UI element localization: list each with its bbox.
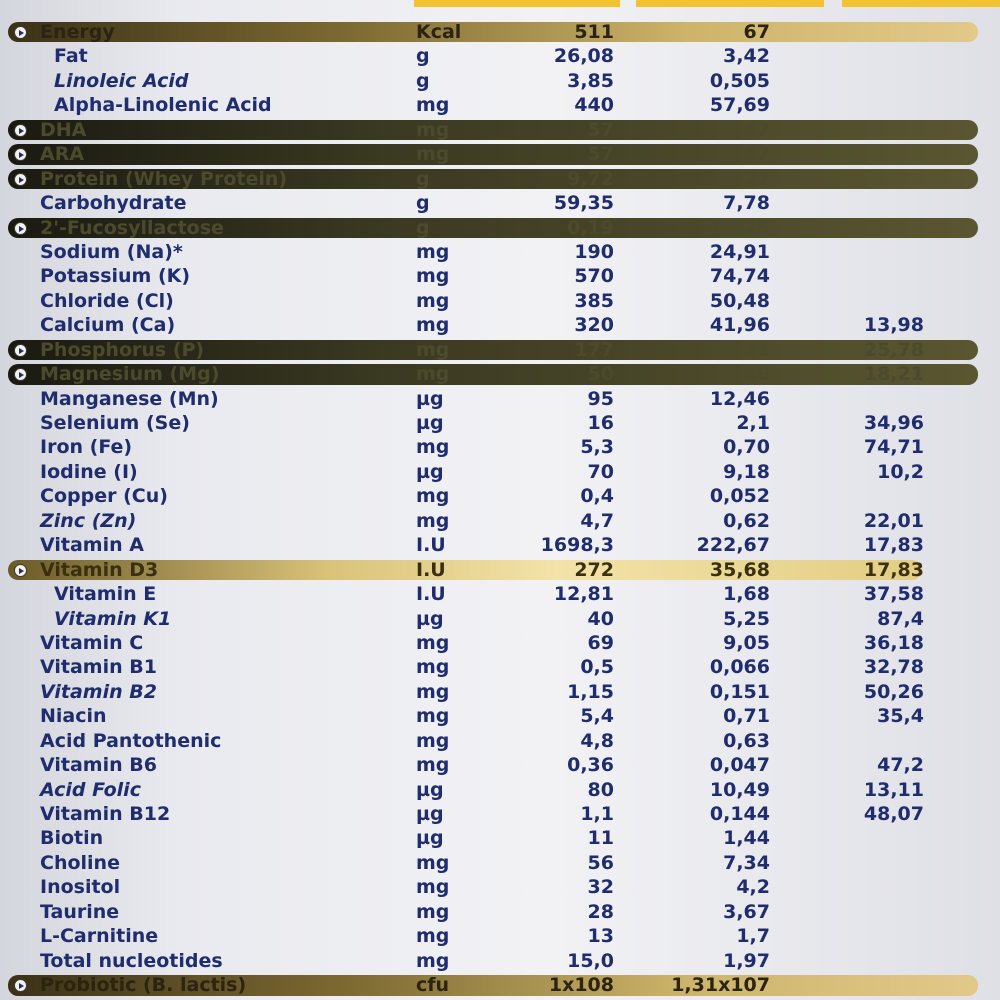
nutrient-unit: µg xyxy=(416,778,444,801)
value-per-100g: 385 xyxy=(574,289,614,312)
value-percent: 36,18 xyxy=(863,631,924,654)
nutrient-name: Biotin xyxy=(40,827,104,850)
nutrient-name: Copper (Cu) xyxy=(40,485,168,508)
nutrient-unit: mg xyxy=(416,363,450,386)
nutrient-row xyxy=(0,851,1000,875)
play-bullet-icon xyxy=(14,564,27,577)
value-per-100g: 70 xyxy=(587,460,614,483)
nutrient-unit: mg xyxy=(416,925,450,948)
value-per-100g: 1x108 xyxy=(548,974,614,997)
nutrient-name: Iodine (I) xyxy=(40,460,138,483)
nutrient-unit: mg xyxy=(416,94,450,117)
nutrient-unit: µg xyxy=(416,827,444,850)
nutrient-unit: I.U xyxy=(416,583,446,606)
nutrient-name: Acid Folic xyxy=(40,778,141,801)
nutrient-name: Total nucleotides xyxy=(40,949,223,972)
value-per-100g: 1,1 xyxy=(580,803,614,825)
nutrient-unit: µg xyxy=(416,803,444,825)
value-per-100g: 16 xyxy=(587,412,614,434)
value-per-100ml: 23,21 xyxy=(709,338,770,361)
nutrient-row xyxy=(0,313,1000,337)
nutrient-row xyxy=(0,704,1000,728)
nutrient-unit: mg xyxy=(416,705,450,728)
nutrient-unit: mg xyxy=(416,289,450,312)
value-per-100ml: 222,67 xyxy=(696,534,770,557)
nutrient-row xyxy=(0,69,1000,93)
value-per-100ml: 0,62 xyxy=(723,509,770,532)
nutrient-name: Vitamin B2 xyxy=(40,680,157,703)
value-per-100ml: 9,05 xyxy=(723,631,770,654)
nutrient-name: Vitamin K1 xyxy=(54,607,172,630)
nutrient-row xyxy=(0,484,1000,508)
play-bullet-icon xyxy=(14,124,27,137)
nutrient-name: Vitamin B12 xyxy=(40,803,171,825)
value-per-100g: 28 xyxy=(587,900,614,923)
nutrient-unit: µg xyxy=(416,607,444,630)
play-bullet-icon xyxy=(14,344,27,357)
nutrient-unit: g xyxy=(416,216,430,239)
value-per-100g: 440 xyxy=(574,94,614,117)
play-bullet-icon xyxy=(14,222,27,235)
value-per-100ml: 1,68 xyxy=(723,583,770,606)
top-tab-3 xyxy=(842,0,1000,7)
nutrient-unit: cfu xyxy=(416,974,450,997)
nutrient-unit: mg xyxy=(416,509,450,532)
value-per-100g: 32 xyxy=(587,876,614,899)
highlighted-nutrient-row xyxy=(0,20,1000,44)
row-highlight-bar xyxy=(8,120,978,140)
value-per-100g: 5,3 xyxy=(580,436,614,459)
nutrient-row xyxy=(0,826,1000,850)
value-per-100g: 1698,3 xyxy=(540,534,614,557)
value-per-100g: 0,5 xyxy=(580,656,614,679)
value-per-100ml: 41,96 xyxy=(709,314,770,337)
nutrient-row xyxy=(0,435,1000,459)
nutrient-name: Vitamin B1 xyxy=(40,656,157,679)
nutrient-name: Energy xyxy=(40,21,115,43)
nutrient-name: Vitamin D3 xyxy=(40,558,159,581)
nutrient-unit: µg xyxy=(416,460,444,483)
value-per-100ml: 0,505 xyxy=(709,69,770,92)
value-per-100ml: 0,151 xyxy=(709,680,770,703)
value-percent: 17,83 xyxy=(863,558,924,581)
value-per-100ml: 0,144 xyxy=(709,803,770,825)
nutrient-row xyxy=(0,949,1000,973)
value-per-100ml: 0,025 xyxy=(709,216,770,239)
nutrient-name: Probiotic (B. lactis) xyxy=(40,974,247,997)
value-percent: 48,07 xyxy=(863,803,924,825)
nutrient-row xyxy=(0,387,1000,411)
nutrient-name: Potassium (K) xyxy=(40,265,191,288)
nutrient-row xyxy=(0,582,1000,606)
nutrient-row xyxy=(0,44,1000,68)
nutrient-row xyxy=(0,778,1000,802)
nutrient-unit: mg xyxy=(416,118,450,141)
value-per-100g: 511 xyxy=(574,21,614,43)
nutrient-name: Carbohydrate xyxy=(40,192,187,215)
nutrient-unit: mg xyxy=(416,656,450,679)
value-per-100ml: 9,18 xyxy=(723,460,770,483)
value-per-100ml: 7,47 xyxy=(723,118,770,141)
nutrient-name: Sodium (Na)* xyxy=(40,240,183,263)
value-per-100ml: 0,70 xyxy=(723,436,770,459)
highlighted-nutrient-row xyxy=(0,167,1000,191)
nutrient-row xyxy=(0,607,1000,631)
nutrient-unit: mg xyxy=(416,240,450,263)
value-per-100g: 272 xyxy=(574,558,614,581)
value-per-100ml: 10,49 xyxy=(709,778,770,801)
value-percent: 87,4 xyxy=(877,607,924,630)
nutrient-unit: mg xyxy=(416,436,450,459)
value-per-100g: 59,35 xyxy=(553,192,614,215)
value-percent: 32,78 xyxy=(863,656,924,679)
nutrient-unit: mg xyxy=(416,754,450,777)
nutrient-unit: mg xyxy=(416,949,450,972)
value-per-100ml: 0,047 xyxy=(709,754,770,777)
value-per-100g: 5,4 xyxy=(580,705,614,728)
nutrient-name: ARA xyxy=(40,143,85,166)
nutrient-name: Fat xyxy=(54,45,88,68)
value-per-100g: 57 xyxy=(587,118,614,141)
value-per-100g: 95 xyxy=(587,387,614,410)
top-tab-2 xyxy=(636,0,824,7)
value-per-100ml: 57,69 xyxy=(709,94,770,117)
value-per-100ml: 2,1 xyxy=(736,412,770,434)
nutrient-name: Choline xyxy=(40,851,120,874)
nutrient-name: L-Carnitine xyxy=(40,925,159,948)
value-percent: 13,11 xyxy=(863,778,924,801)
value-percent: 74,71 xyxy=(863,436,924,459)
value-per-100ml: 24,91 xyxy=(709,240,770,263)
play-bullet-icon xyxy=(14,979,27,992)
nutrient-row xyxy=(0,924,1000,948)
nutrient-name: Calcium (Ca) xyxy=(40,314,176,337)
value-per-100ml: 3,67 xyxy=(723,900,770,923)
highlighted-nutrient-row xyxy=(0,338,1000,362)
nutrient-row xyxy=(0,289,1000,313)
highlighted-nutrient-row xyxy=(0,973,1000,997)
nutrient-unit: mg xyxy=(416,680,450,703)
value-per-100ml: 3,42 xyxy=(723,45,770,68)
highlighted-nutrient-row xyxy=(0,362,1000,386)
nutrient-row xyxy=(0,191,1000,215)
value-percent: 10,2 xyxy=(877,460,924,483)
nutrient-row xyxy=(0,264,1000,288)
nutrient-row xyxy=(0,533,1000,557)
nutrient-unit: g xyxy=(416,45,430,68)
value-per-100ml: 1,97 xyxy=(723,949,770,972)
highlighted-nutrient-row xyxy=(0,558,1000,582)
nutrient-name: Taurine xyxy=(40,900,120,923)
value-per-100g: 0,19 xyxy=(567,216,614,239)
nutrient-unit: mg xyxy=(416,143,450,166)
value-per-100g: 56 xyxy=(587,851,614,874)
row-highlight-bar xyxy=(8,144,978,164)
nutrient-unit: g xyxy=(416,192,430,215)
nutrient-name: Vitamin A xyxy=(40,534,144,557)
value-per-100g: 177 xyxy=(574,338,614,361)
value-per-100g: 12,81 xyxy=(553,583,614,606)
nutrient-row xyxy=(0,900,1000,924)
nutrient-unit: Kcal xyxy=(416,21,462,43)
row-highlight-bar xyxy=(8,22,978,42)
nutrient-name: Manganese (Mn) xyxy=(40,387,219,410)
nutrient-unit: µg xyxy=(416,412,444,434)
value-per-100ml: 1,31x107 xyxy=(671,974,770,997)
value-per-100g: 15,0 xyxy=(567,949,614,972)
value-percent: 37,58 xyxy=(863,583,924,606)
value-per-100ml: 7,47 xyxy=(723,143,770,166)
value-per-100g: 9,72 xyxy=(567,167,614,190)
value-percent: 25,78 xyxy=(863,338,924,361)
value-per-100ml: 50,48 xyxy=(709,289,770,312)
nutrient-name: Alpha-Linolenic Acid xyxy=(54,94,272,117)
value-per-100g: 570 xyxy=(574,265,614,288)
value-per-100ml: 0,066 xyxy=(709,656,770,679)
value-per-100ml: 35,68 xyxy=(709,558,770,581)
nutrient-name: Vitamin B6 xyxy=(40,754,157,777)
value-per-100g: 1,15 xyxy=(567,680,614,703)
value-per-100g: 320 xyxy=(574,314,614,337)
value-per-100ml: 5,25 xyxy=(723,607,770,630)
value-per-100ml: 67 xyxy=(743,21,770,43)
value-per-100g: 57 xyxy=(587,143,614,166)
value-percent: 13,98 xyxy=(863,314,924,337)
value-per-100g: 40 xyxy=(587,607,614,630)
nutrient-unit: mg xyxy=(416,900,450,923)
highlighted-nutrient-row xyxy=(0,216,1000,240)
nutrient-name: Zinc (Zn) xyxy=(40,509,137,532)
nutrient-row xyxy=(0,875,1000,899)
nutrient-row xyxy=(0,729,1000,753)
nutrient-name: Iron (Fe) xyxy=(40,436,133,459)
nutrient-unit: mg xyxy=(416,876,450,899)
value-per-100g: 0,4 xyxy=(580,485,614,508)
nutrient-row xyxy=(0,655,1000,679)
nutrient-name: Selenium (Se) xyxy=(40,412,190,434)
nutrient-name: Phosphorus (P) xyxy=(40,338,205,361)
value-per-100g: 3,85 xyxy=(567,69,614,92)
nutrient-name: Acid Pantothenic xyxy=(40,729,222,752)
nutrient-name: Inositol xyxy=(40,876,121,899)
value-per-100ml: 1,44 xyxy=(723,827,770,850)
value-per-100ml: 6,56 xyxy=(723,363,770,386)
nutrient-unit: mg xyxy=(416,338,450,361)
value-per-100ml: 7,78 xyxy=(723,192,770,215)
nutrient-row xyxy=(0,411,1000,435)
value-per-100g: 0,36 xyxy=(567,754,614,777)
value-per-100g: 11 xyxy=(587,827,614,850)
nutrient-row xyxy=(0,93,1000,117)
value-percent: 50,26 xyxy=(863,680,924,703)
nutrient-name: DHA xyxy=(40,118,87,141)
nutrient-row xyxy=(0,680,1000,704)
value-per-100ml: 0,63 xyxy=(723,729,770,752)
nutrition-table xyxy=(0,20,1000,998)
nutrient-name: Linoleic Acid xyxy=(54,69,189,92)
value-per-100ml: 1,27 xyxy=(723,167,770,190)
nutrient-unit: mg xyxy=(416,265,450,288)
value-per-100g: 4,7 xyxy=(580,509,614,532)
value-percent: 18,21 xyxy=(863,363,924,386)
nutrient-row xyxy=(0,509,1000,533)
value-percent: 47,2 xyxy=(877,754,924,777)
nutrient-unit: mg xyxy=(416,851,450,874)
value-per-100g: 69 xyxy=(587,631,614,654)
nutrient-unit: mg xyxy=(416,485,450,508)
nutrient-row xyxy=(0,460,1000,484)
play-bullet-icon xyxy=(14,173,27,186)
value-per-100ml: 0,052 xyxy=(709,485,770,508)
nutrient-name: Magnesium (Mg) xyxy=(40,363,220,386)
nutrient-name: Vitamin E xyxy=(54,583,157,606)
nutrient-unit: g xyxy=(416,69,430,92)
nutrient-unit: g xyxy=(416,167,430,190)
nutrient-unit: I.U xyxy=(416,558,446,581)
nutrient-unit: mg xyxy=(416,729,450,752)
highlighted-nutrient-row xyxy=(0,142,1000,166)
value-per-100g: 50 xyxy=(587,363,614,386)
value-percent: 34,96 xyxy=(863,412,924,434)
nutrient-row xyxy=(0,240,1000,264)
value-per-100ml: 4,2 xyxy=(736,876,770,899)
value-per-100ml: 0,71 xyxy=(723,705,770,728)
nutrient-name: 2'-Fucosyllactose xyxy=(40,216,224,239)
play-bullet-icon xyxy=(14,26,27,39)
nutrient-unit: mg xyxy=(416,314,450,337)
nutrient-name: Protein (Whey Protein) xyxy=(40,167,288,190)
value-per-100g: 4,8 xyxy=(580,729,614,752)
nutrient-row xyxy=(0,753,1000,777)
value-per-100ml: 74,74 xyxy=(709,265,770,288)
value-per-100g: 13 xyxy=(587,925,614,948)
nutrient-row xyxy=(0,802,1000,826)
value-percent: 35,4 xyxy=(877,705,924,728)
value-per-100g: 190 xyxy=(574,240,614,263)
nutrient-row xyxy=(0,631,1000,655)
value-per-100ml: 12,46 xyxy=(709,387,770,410)
nutrient-name: Vitamin C xyxy=(40,631,144,654)
value-per-100ml: 7,34 xyxy=(723,851,770,874)
nutrient-unit: µg xyxy=(416,387,444,410)
nutrient-unit: mg xyxy=(416,631,450,654)
value-per-100ml: 1,7 xyxy=(736,925,770,948)
nutrient-name: Chloride (Cl) xyxy=(40,289,174,312)
top-tab-1 xyxy=(414,0,620,7)
value-percent: 22,01 xyxy=(863,509,924,532)
value-per-100g: 26,08 xyxy=(553,45,614,68)
value-percent: 17,83 xyxy=(863,534,924,557)
value-per-100g: 80 xyxy=(587,778,614,801)
nutrient-name: Niacin xyxy=(40,705,107,728)
highlighted-nutrient-row xyxy=(0,118,1000,142)
top-color-tabs xyxy=(0,0,1000,8)
nutrient-unit: I.U xyxy=(416,534,446,557)
